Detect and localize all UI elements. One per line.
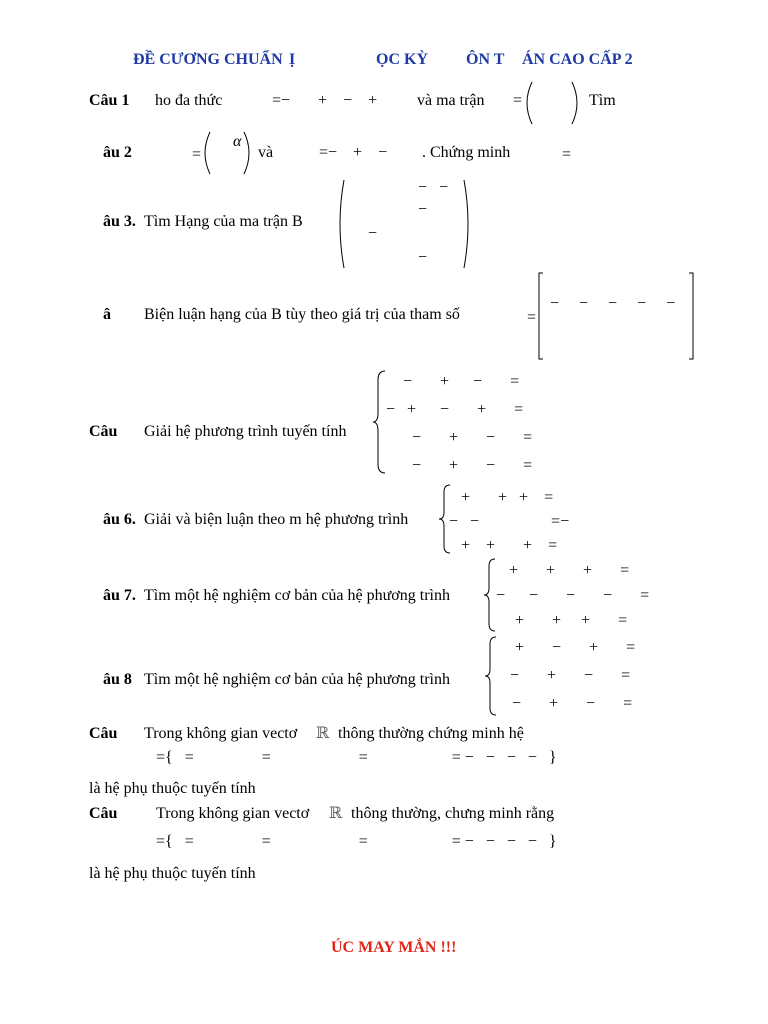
question-3-row-4: − xyxy=(418,249,428,266)
closing-message: ÚC MAY MẮN !!! xyxy=(331,939,457,956)
page-title-part-4: ÔN T xyxy=(466,51,505,68)
question-5-equation-3: − + − = xyxy=(412,429,533,446)
question-5-equation-4: − + − = xyxy=(412,457,533,474)
question-9-conclusion: là hệ phụ thuộc tuyến tính xyxy=(89,780,256,797)
page-title-part-1: ĐỀ CƯƠNG CHUẨN xyxy=(133,51,283,68)
page-title-part-3: ỌC KỲ xyxy=(376,51,428,68)
question-4-label: â xyxy=(103,306,111,323)
question-3-row-1: − − xyxy=(418,179,449,196)
question-2-eq-2: = xyxy=(562,146,572,163)
question-10-conclusion: là hệ phụ thuộc tuyến tính xyxy=(89,865,256,882)
question-3-label: âu 3. xyxy=(103,213,136,230)
question-5-equation-1: − + − = xyxy=(403,373,520,390)
question-2-matrix-brackets xyxy=(200,130,254,176)
question-9-real-space-symbol: ℝ xyxy=(316,725,330,742)
question-2-polynomial: =− + − xyxy=(319,144,388,161)
question-4-eq: = xyxy=(527,309,537,326)
question-2-alpha: α xyxy=(233,133,242,150)
question-5-left-brace xyxy=(372,370,388,474)
question-6-equation-2: − − =− xyxy=(449,513,570,530)
question-8-left-brace xyxy=(484,636,498,716)
question-3-text: Tìm Hạng của ma trận B xyxy=(144,213,303,230)
question-5-label: Câu xyxy=(89,423,118,440)
question-3-row-2: − xyxy=(418,201,428,218)
question-7-equation-3: + + + = xyxy=(515,612,628,629)
question-1-text: ho đa thức xyxy=(155,92,223,109)
question-7-text: Tìm một hệ nghiệm cơ bản của hệ phương trình xyxy=(144,587,450,604)
question-8-equation-1: + − + = xyxy=(515,639,636,656)
question-7-left-brace xyxy=(483,558,497,632)
question-2-eq: = xyxy=(192,146,202,163)
question-8-label: âu 8 xyxy=(103,671,132,688)
question-8-text: Tìm một hệ nghiệm cơ bản của hệ phương trình xyxy=(144,671,450,688)
question-5-equation-2: − + − + = xyxy=(386,401,524,418)
question-8-equation-2: − + − = xyxy=(510,667,631,684)
question-4-text: Biện luận hạng của B tùy theo giá trị của tham số xyxy=(144,306,460,323)
question-9-text-2: thông thường chứng minh hệ xyxy=(338,725,524,742)
question-1-text-2: và ma trận xyxy=(417,92,485,109)
question-10-label: Câu xyxy=(89,805,118,822)
question-1-label: Câu 1 xyxy=(89,92,130,109)
question-6-label: âu 6. xyxy=(103,511,136,528)
question-7-label: âu 7. xyxy=(103,587,136,604)
question-4-row: − − − − − xyxy=(550,295,676,312)
question-9-vector-set: ={ = = = = − − − − } xyxy=(156,749,557,766)
question-5-text: Giải hệ phương trình tuyến tính xyxy=(144,423,347,440)
question-3-row-3: − xyxy=(368,225,378,242)
question-4-matrix-brackets xyxy=(537,272,695,360)
question-1-tail: Tìm xyxy=(589,92,616,109)
question-1-eq: = xyxy=(513,92,523,109)
question-3-matrix-brackets xyxy=(336,178,472,270)
question-8-equation-3: − + − = xyxy=(512,695,633,712)
question-10-text-2: thông thường, chưng minh rằng xyxy=(351,805,555,822)
question-6-equation-1: + + + = xyxy=(461,489,554,506)
question-9-label: Câu xyxy=(89,725,118,742)
question-2-text: . Chứng minh xyxy=(422,144,511,161)
page-title-part-5: ÁN CAO CẤP 2 xyxy=(522,51,633,68)
question-2-and: và xyxy=(258,144,274,161)
question-10-vector-set: ={ = = = = − − − − } xyxy=(156,833,557,850)
question-1-matrix-brackets xyxy=(522,80,582,126)
question-2-label: âu 2 xyxy=(103,144,132,161)
page-title-part-2: Ị xyxy=(289,51,296,68)
question-9-text: Trong không gian vectơ xyxy=(144,725,298,742)
question-10-text: Trong không gian vectơ xyxy=(156,805,310,822)
question-7-equation-2: − − − − = xyxy=(496,587,650,604)
question-6-text: Giải và biện luận theo m hệ phương trình xyxy=(144,511,409,528)
question-7-equation-1: + + + = xyxy=(509,562,630,579)
question-10-real-space-symbol: ℝ xyxy=(329,805,343,822)
question-1-polynomial: =− + − + xyxy=(272,92,378,109)
question-6-equation-3: + + + = xyxy=(461,537,558,554)
